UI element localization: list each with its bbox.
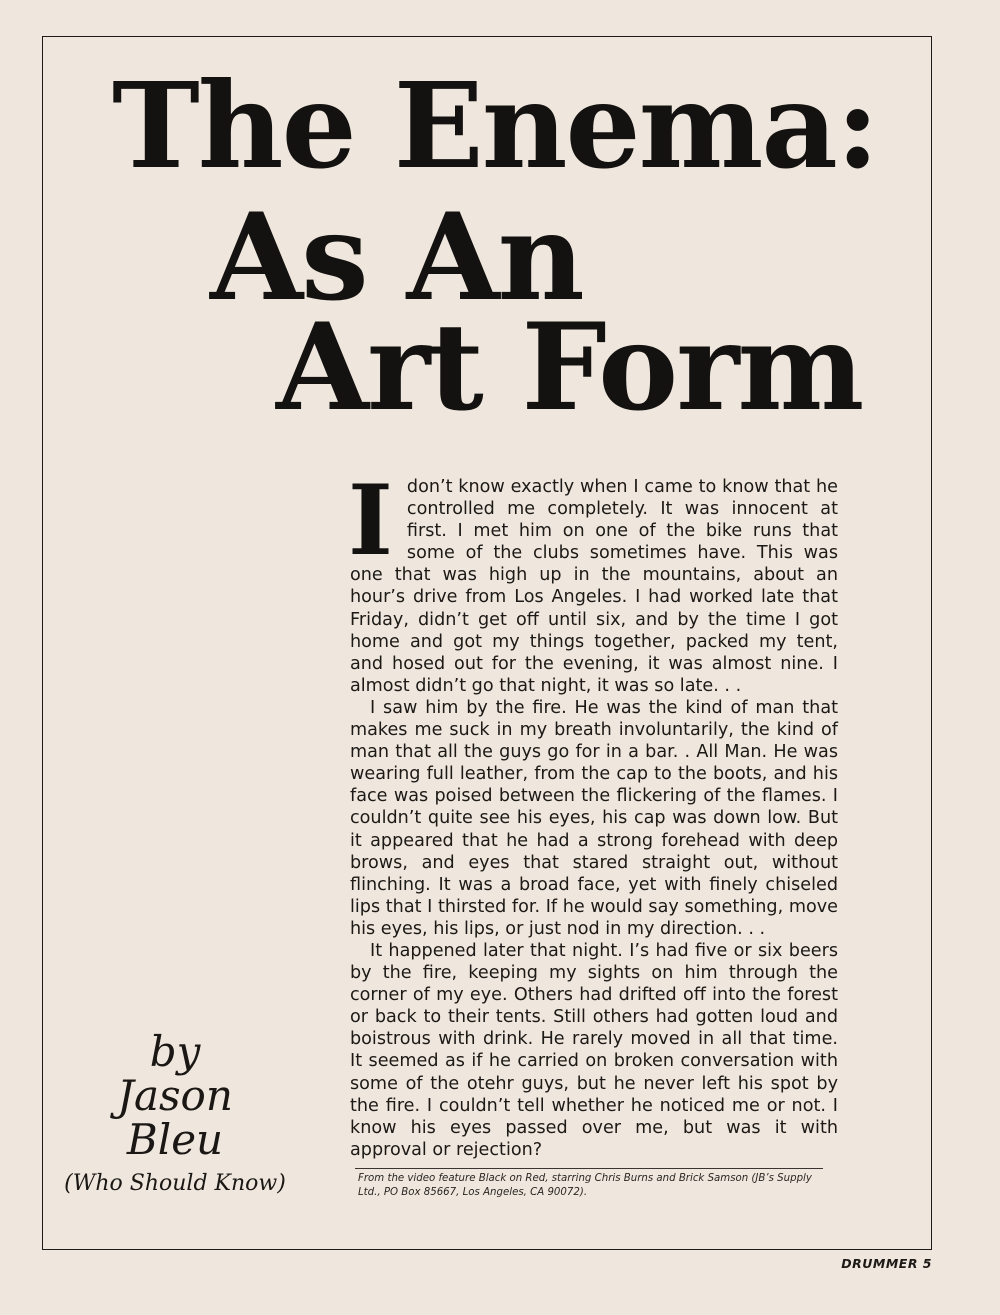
article-paragraph [348, 464, 838, 697]
title-line-3: Art Form [276, 297, 863, 438]
byline [50, 1027, 300, 1198]
title-line-2: As An [210, 187, 583, 328]
footnote: From the video feature Black on Red, starring Chris Burns and Brick Samson (JB’s Supply Ltd., PO Box 85667, Los Angeles, CA 90072). [358, 1173, 812, 1198]
article-body [348, 464, 838, 1161]
title-line-1: The Enema: [112, 56, 878, 195]
article-paragraph: I saw him by the fire. He was the kind of man that makes me suck in my breath involuntarily, the kind of man that all the guys go for in a bar. . All Man. He was wearing full leather, from the cap to the boots, and his face was poised between the flickering of the flames. I couldn’t quite see his eyes, his cap was down low. But it appeared that he had a strong forehead with deep brows, and eyes that stared straight out, without flinching. It was a broad face, yet with finely chiseled lips that I thirsted for. If he would say something, move his eyes, his lips, or just nod in my direction. . . [350, 697, 838, 939]
paragraph-text: don’t know exactly when I came to know that he controlled me completely. It was innocent at first. I met him on one of the bike runs that some of the clubs sometimes have. This was one that was high up in the mountains, about an hour’s drive from Los Angeles. I had worked late that Friday, didn’t get off until six, and by the time I got home and got my things together, packed my tent, and hosed out for the evening, it was almost nine. I almost didn’t go that night, it was so late. . . [350, 477, 838, 696]
footnote-divider [355, 1168, 823, 1169]
article-title [0, 0, 1000, 438]
drop-cap: I [348, 464, 393, 577]
author-first-name: Jason [117, 1071, 233, 1120]
page-folio: DRUMMER 5 [841, 1256, 932, 1271]
byline-note: (Who Should Know) [64, 1171, 286, 1196]
author-last-name: Bleu [126, 1115, 224, 1164]
byline-by: by [149, 1027, 201, 1076]
article-paragraph: It happened later that night. I’s had five or six beers by the fire, keeping my sights on him through the corner of my eye. Others had drifted off into the forest or back to their tents. Still others had gotten loud and boistrous with drink. He rarely moved in all that time. It seemed as if he carried on broken conversation with some of the otehr guys, but he never left his spot by the fire. I couldn’t tell whether he noticed me or not. I know his eyes passed over me, but was it with approval or rejection? [350, 940, 838, 1160]
